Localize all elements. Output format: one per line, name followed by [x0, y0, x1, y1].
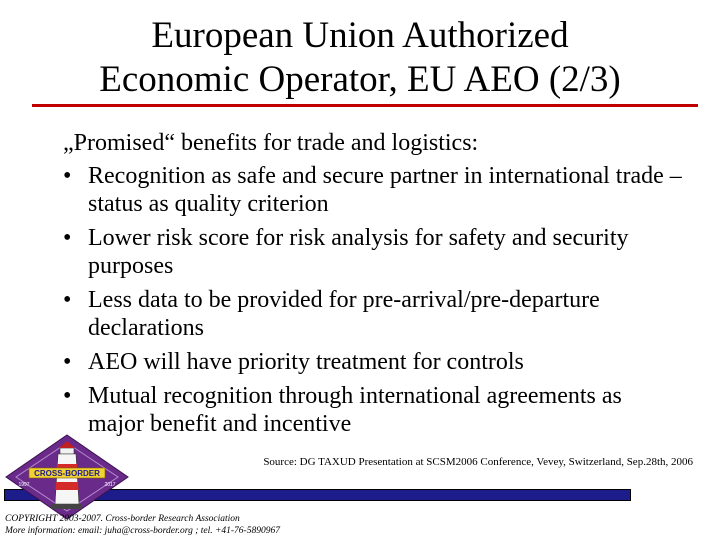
list-item-text: Mutual recognition through international agreements as major benefit and incentive [88, 383, 622, 437]
title-underline [32, 104, 698, 107]
list-item-text: AEO will have priority treatment for controls [88, 349, 524, 375]
lighthouse-icon [4, 434, 130, 520]
bullet-glyph: • [63, 163, 72, 189]
intro-text: „Promised“ benefits for trade and logistics: [63, 130, 479, 156]
title-line-2: Economic Operator, EU AEO (2/3) [99, 59, 621, 100]
footer [5, 513, 425, 537]
logo-banner-text: CROSS-BORDER [34, 469, 100, 478]
bullet-glyph: • [63, 349, 72, 375]
list-item [63, 286, 683, 342]
logo-left-year: 1997 [18, 482, 30, 488]
list-item-text: Less data to be provided for pre-arrival/pre-departure declarations [88, 287, 600, 341]
bullet-glyph: • [63, 225, 72, 251]
footer-contact: More information: email: juha@cross-border.org ; tel. +41-76-5890967 [5, 526, 280, 536]
list-item-text: Recognition as safe and secure partner in international trade – status as quality criterion [88, 163, 682, 217]
benefit-list [63, 162, 683, 444]
source-citation: Source: DG TAXUD Presentation at SCSM2006 Conference, Vevey, Switzerland, Sep.28th, 2006 [263, 456, 693, 468]
bullet-glyph: • [63, 287, 72, 313]
list-item [63, 348, 683, 376]
list-item [63, 162, 683, 218]
footer-copyright: COPYRIGHT 2003-2007. Cross-border Research Association [5, 514, 240, 524]
list-item-text: Lower risk score for risk analysis for safety and security purposes [88, 225, 629, 279]
list-item [63, 382, 683, 438]
title-line-1: European Union Authorized [151, 15, 569, 56]
list-item [63, 224, 683, 280]
logo-right-year: 2017 [104, 482, 116, 488]
slide-title [40, 14, 680, 102]
bullet-glyph: • [63, 383, 72, 409]
